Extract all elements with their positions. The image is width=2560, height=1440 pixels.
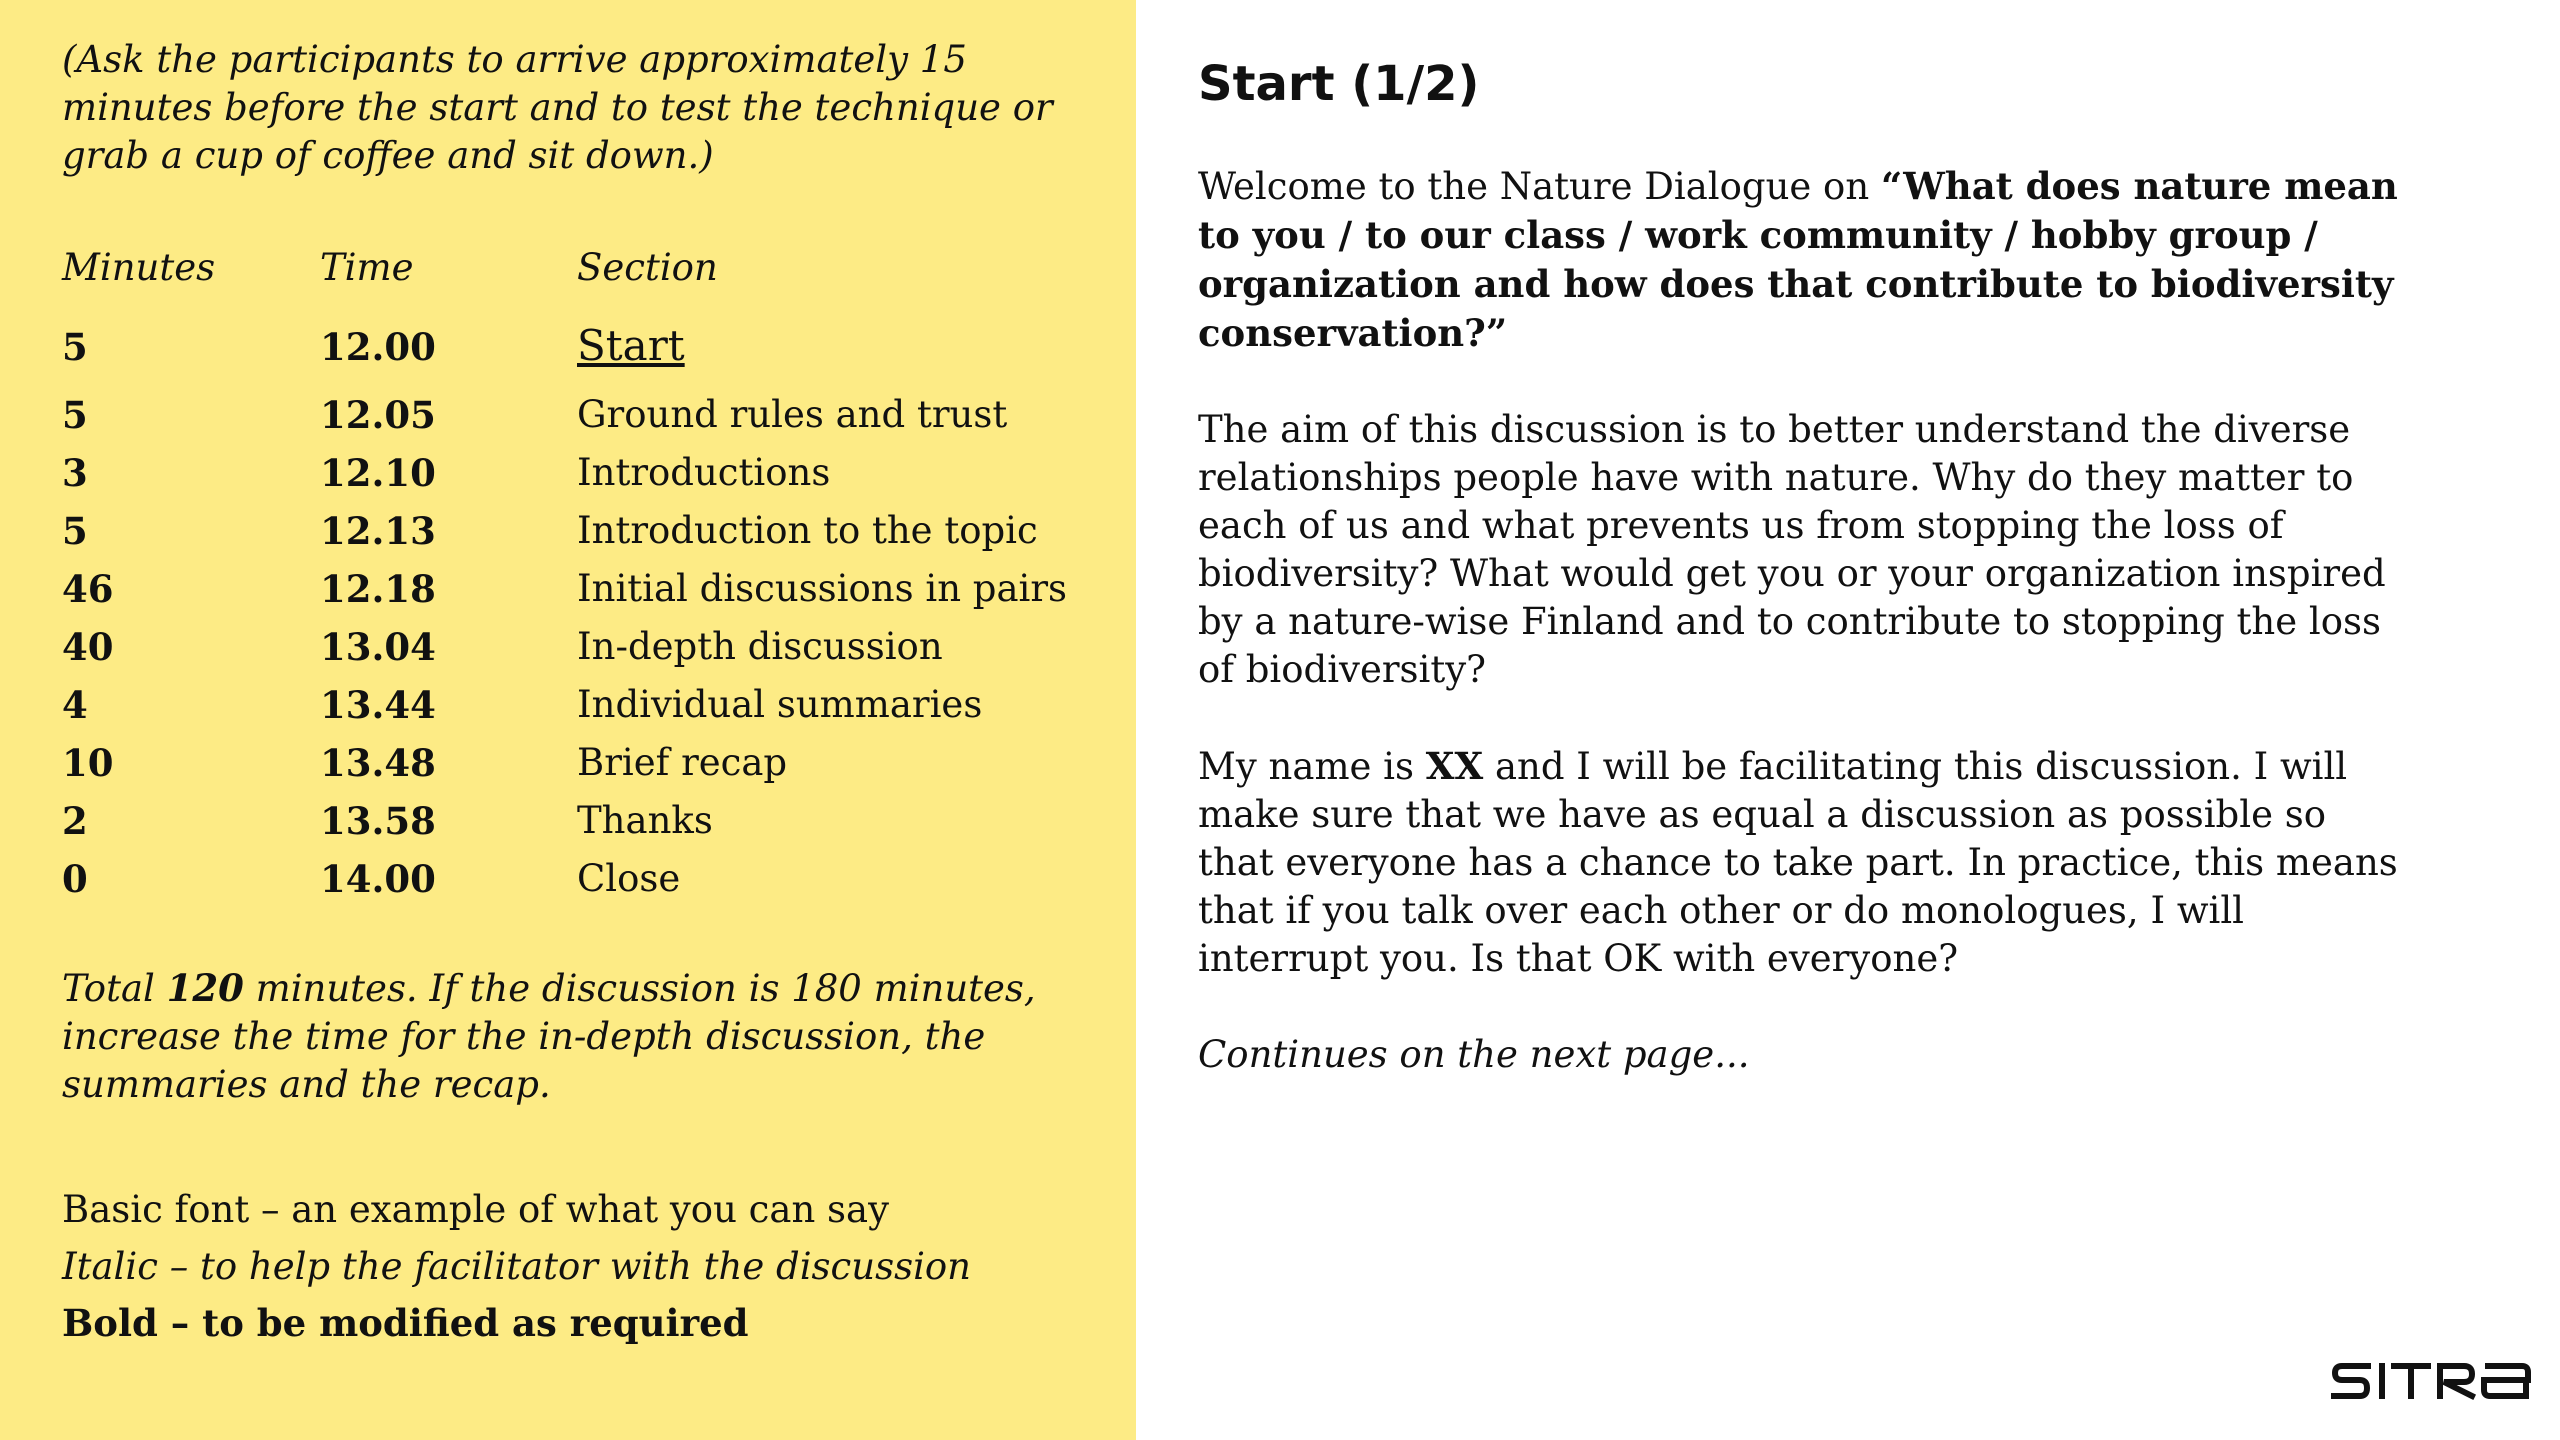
row-time: 12.10 [320,451,436,495]
aim-paragraph: The aim of this discussion is to better understand the diverse relationships people have with nature. Why do they matter to each of us and what prevents us from stopping the loss of biodiversity? What would get you or your organization inspired by a nature-wise Finland and to contribute to stopping the loss of biodiversity? [1198,408,2386,691]
row-minutes: 5 [62,325,88,369]
font-legend [62,1181,1102,1352]
arrival-note: (Ask the participants to arrive approximately 15 minutes before the start and to test the technique or grab a cup of coffee and sit down.) [62,38,1053,177]
row-section: Ground rules and trust [577,393,1008,436]
row-time: 13.04 [320,625,436,669]
start-section-link[interactable]: Start [577,321,685,370]
row-minutes: 10 [62,741,114,785]
header-minutes: Minutes [62,246,216,289]
schedule-header-row [62,244,1097,308]
row-time: 12.18 [320,567,436,611]
continues-note: Continues on the next page... [1198,1033,1750,1076]
table-row [62,308,1097,386]
header-section: Section [577,246,718,289]
agenda-panel [0,0,1136,1440]
row-minutes: 4 [62,683,88,727]
schedule-table [62,244,1097,908]
legend-italic-font: Italic – to help the facilitator with the discussion [62,1245,972,1288]
table-row [62,386,1097,444]
row-time: 13.58 [320,799,436,843]
table-row [62,444,1097,502]
name-suffix: and I will be facilitating this discussion. I will make sure that we have as equal a discussion as possible so that everyone has a chance to take part. In practice, this means that if you talk over each other or do monologues, I will interrupt you. Is that OK with everyone? [1198,745,2398,980]
row-section: Initial discussions in pairs [577,567,1068,610]
total-minutes-value: 120 [166,966,244,1010]
table-row [62,676,1097,734]
row-minutes: 5 [62,509,88,553]
row-section: Introduction to the topic [577,509,1038,552]
row-section: Introductions [577,451,831,494]
legend-bold-font: Bold – to be modified as required [62,1301,749,1345]
table-row [62,792,1097,850]
script-panel [1198,52,2408,1079]
sitra-logo [2330,1358,2536,1404]
row-section: In-depth discussion [577,625,943,668]
row-time: 12.00 [320,325,436,369]
table-row [62,734,1097,792]
welcome-prefix: Welcome to the Nature Dialogue on [1198,165,1881,208]
name-prefix: My name is [1198,745,1426,788]
facilitator-name: XX [1425,744,1484,788]
header-time: Time [320,246,414,289]
row-minutes: 0 [62,857,88,901]
total-duration-note [62,964,1102,1109]
row-time: 12.13 [320,509,436,553]
row-section: Individual summaries [577,683,983,726]
table-row [62,618,1097,676]
row-minutes: 46 [62,567,114,611]
total-prefix: Total [62,967,167,1010]
total-suffix: minutes. If the discussion is 180 minutes, increase the time for the in-depth discussion, the summaries and the recap. [62,967,1036,1106]
table-row [62,502,1097,560]
row-minutes: 5 [62,393,88,437]
row-minutes: 2 [62,799,88,843]
page-title: Start (1/2) [1198,56,1480,112]
row-section: Thanks [577,799,713,842]
row-time: 12.05 [320,393,436,437]
facilitator-paragraph [1198,742,2408,983]
row-minutes: 3 [62,451,88,495]
row-minutes: 40 [62,625,114,669]
table-row [62,850,1097,908]
agenda-content [62,36,1102,1352]
welcome-question: “What does nature mean to you / to our class / work community / hobby group / organization and how does that contribute to biodiversity conservation?” [1198,164,2398,355]
row-time: 13.48 [320,741,436,785]
legend-basic-font: Basic font – an example of what you can say [62,1188,889,1231]
row-time: 14.00 [320,857,436,901]
row-time: 13.44 [320,683,436,727]
table-row [62,560,1097,618]
welcome-paragraph [1198,162,2408,358]
row-section: Brief recap [577,741,788,784]
row-section: Close [577,857,681,900]
